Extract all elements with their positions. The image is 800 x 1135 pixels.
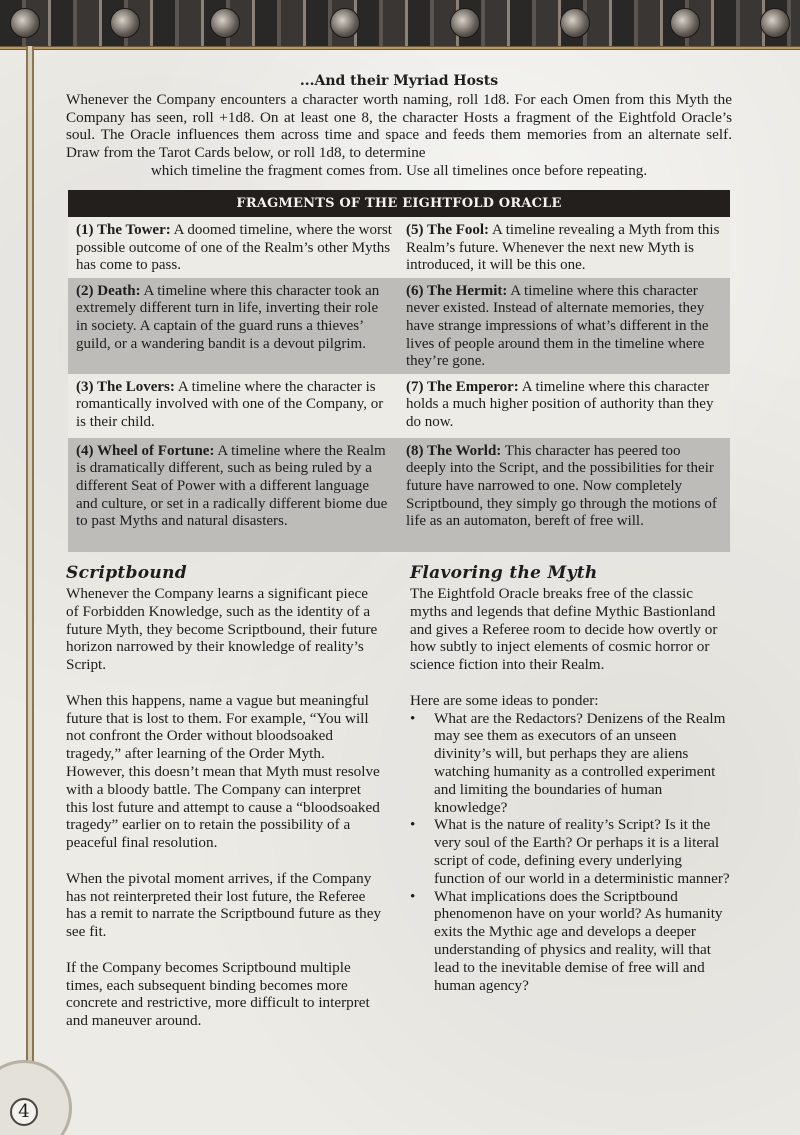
ornament-orb-icon	[210, 8, 240, 38]
table-row	[68, 278, 730, 374]
section-heading: ...And their Myriad Hosts	[299, 73, 499, 89]
paragraph: The Eightfold Oracle breaks free of the classic myths and legends that define Mythic Bastionland and gives a Referee room to decide how overtly or how subtly to inject elements of cosmic horror or science fiction into their Realm.	[410, 585, 718, 674]
table-cell	[398, 438, 730, 552]
paragraph: When this happens, name a vague but meaningful future that is lost to them. For example, “You will not confront the Order without bloodsoaked tragedy,” after learning of the Order Myth. However, this doesn’t mean that Myth must resolve with a bloody battle. The Company can interpret this lost future and attempt to cause a “bloodsoaked tragedy” earlier on to retain the possibility of a peaceful final resolution.	[66, 691, 380, 852]
entry-title: (1) The Tower:	[76, 222, 171, 238]
entry-title: (2) Death:	[76, 282, 141, 299]
entry-text: A timeline revealing a Myth from this Realm’s future. Whenever the next new Myth is introduced, it will be this one.	[406, 222, 720, 274]
page-number: 4	[10, 1098, 38, 1126]
gear-ornament-icon	[0, 1060, 72, 1135]
table-title: FRAGMENTS OF THE EIGHTFOLD ORACLE	[68, 190, 730, 217]
ornament-orb-icon	[760, 8, 790, 38]
scriptbound-column	[66, 562, 384, 1048]
intro-text: Whenever the Company encounters a character worth naming, roll 1d8. For each Omen from this Myth the Company has seen, roll +1d8. On at least one 8, the character Hosts a fragment of the Eightfold Oracle’s soul. The Oracle influences them across time and space and feeds them memories from an alternate self. Draw from the Tarot Cards below, or roll 1d8, to determine	[66, 91, 732, 162]
table-cell	[68, 278, 398, 374]
intro-paragraph	[66, 91, 732, 180]
table-cell	[398, 374, 730, 438]
fragments-table	[68, 190, 730, 552]
entry-text: A timeline where this character never existed. Instead of alternate memories, they have strange impressions of what’s different in the lives of people around them in the timeline where they’re gone.	[406, 282, 709, 370]
header-rule	[0, 46, 800, 50]
table-cell	[68, 438, 398, 552]
paragraph: Whenever the Company learns a significant piece of Forbidden Knowledge, such as the identity of a future Myth, they become Scriptbound, their future horizon narrowed by their knowledge of reality’s Script.	[66, 585, 378, 674]
entry-text: A timeline where the character is romantically involved with one of the Company, or is their child.	[76, 378, 384, 430]
scriptbound-heading: Scriptbound	[66, 563, 187, 583]
list-item: • What are the Redactors? Denizens of the Realm may see them as executors of an unseen divinity’s will, but perhaps they are aliens watching humanity as a controlled experiment and limiting the boundaries of human knowledge?	[410, 710, 732, 817]
entry-title: (8) The World:	[406, 442, 502, 459]
entry-title: (6) The Hermit:	[406, 282, 508, 299]
entry-title: (3) The Lovers:	[76, 378, 175, 395]
paragraph: If the Company becomes Scriptbound multiple times, each subsequent binding becomes more concrete and restrictive, more difficult to interpret and maneuver around.	[66, 958, 370, 1030]
entry-text: This character has peered too deeply into the Script, and the possibilities for their future have narrowed to one. Now completely Scriptbound, they simply go through the motions of life as an automaton, bereft of free will.	[406, 442, 717, 530]
list-item: • What implications does the Scriptbound phenomenon have on your world? As humanity exits the Mythic age and develops a deeper understanding of physics and reality, will that lead to the inevitable demise of free will and human agency?	[410, 888, 732, 995]
entry-text: A timeline where this character took an extremely different turn in life, inverting their role in society. A captain of the guard runs a thieves’ guild, or a wandering bandit is a devout pilgrim.	[76, 282, 380, 352]
entry-title: (5) The Fool:	[406, 222, 490, 238]
margin-rule	[26, 46, 34, 1086]
ornament-orb-icon	[10, 8, 40, 38]
ornament-orb-icon	[670, 8, 700, 38]
flavoring-heading: Flavoring the Myth	[410, 563, 598, 583]
ideas-list	[410, 710, 732, 995]
ornament-orb-icon	[110, 8, 140, 38]
decorative-header-band	[0, 0, 800, 46]
entry-title: (7) The Emperor:	[406, 378, 519, 395]
ornament-orb-icon	[330, 8, 360, 38]
table-row	[68, 217, 730, 278]
intro-text-last-line: which timeline the fragment comes from. Use all timelines once before repeating.	[150, 161, 648, 179]
table-cell	[68, 217, 398, 278]
ornament-orb-icon	[450, 8, 480, 38]
list-item: • What is the nature of reality’s Script? Is it the very soul of the Earth? Or perhaps it is a literal script of code, defining every underlying function of our world in a deterministic manner?	[410, 816, 732, 887]
entry-text: A doomed timeline, where the worst possible outcome of one of the Realm’s other Myths has come to pass.	[76, 222, 392, 274]
entry-title: (4) Wheel of Fortune:	[76, 442, 215, 459]
table-cell	[398, 217, 730, 278]
table-cell	[398, 278, 730, 374]
table-cell	[68, 374, 398, 438]
entry-text: A timeline where the Realm is dramatically different, such as being ruled by a different Seat of Power with a different language and culture, or set in a radically different biome due to past Myths and natural disasters.	[76, 442, 388, 530]
paragraph: Here are some ideas to ponder:	[410, 691, 599, 709]
paragraph: When the pivotal moment arrives, if the Company has not reinterpreted their lost future, the Referee has a remit to narrate the Scriptbound future as they see fit.	[66, 869, 382, 941]
table-row	[68, 438, 730, 552]
ornament-orb-icon	[560, 8, 590, 38]
table-row	[68, 374, 730, 438]
flavoring-column	[410, 562, 732, 994]
entry-text: A timeline where this character holds a much higher position of authority than they do now.	[406, 378, 714, 430]
